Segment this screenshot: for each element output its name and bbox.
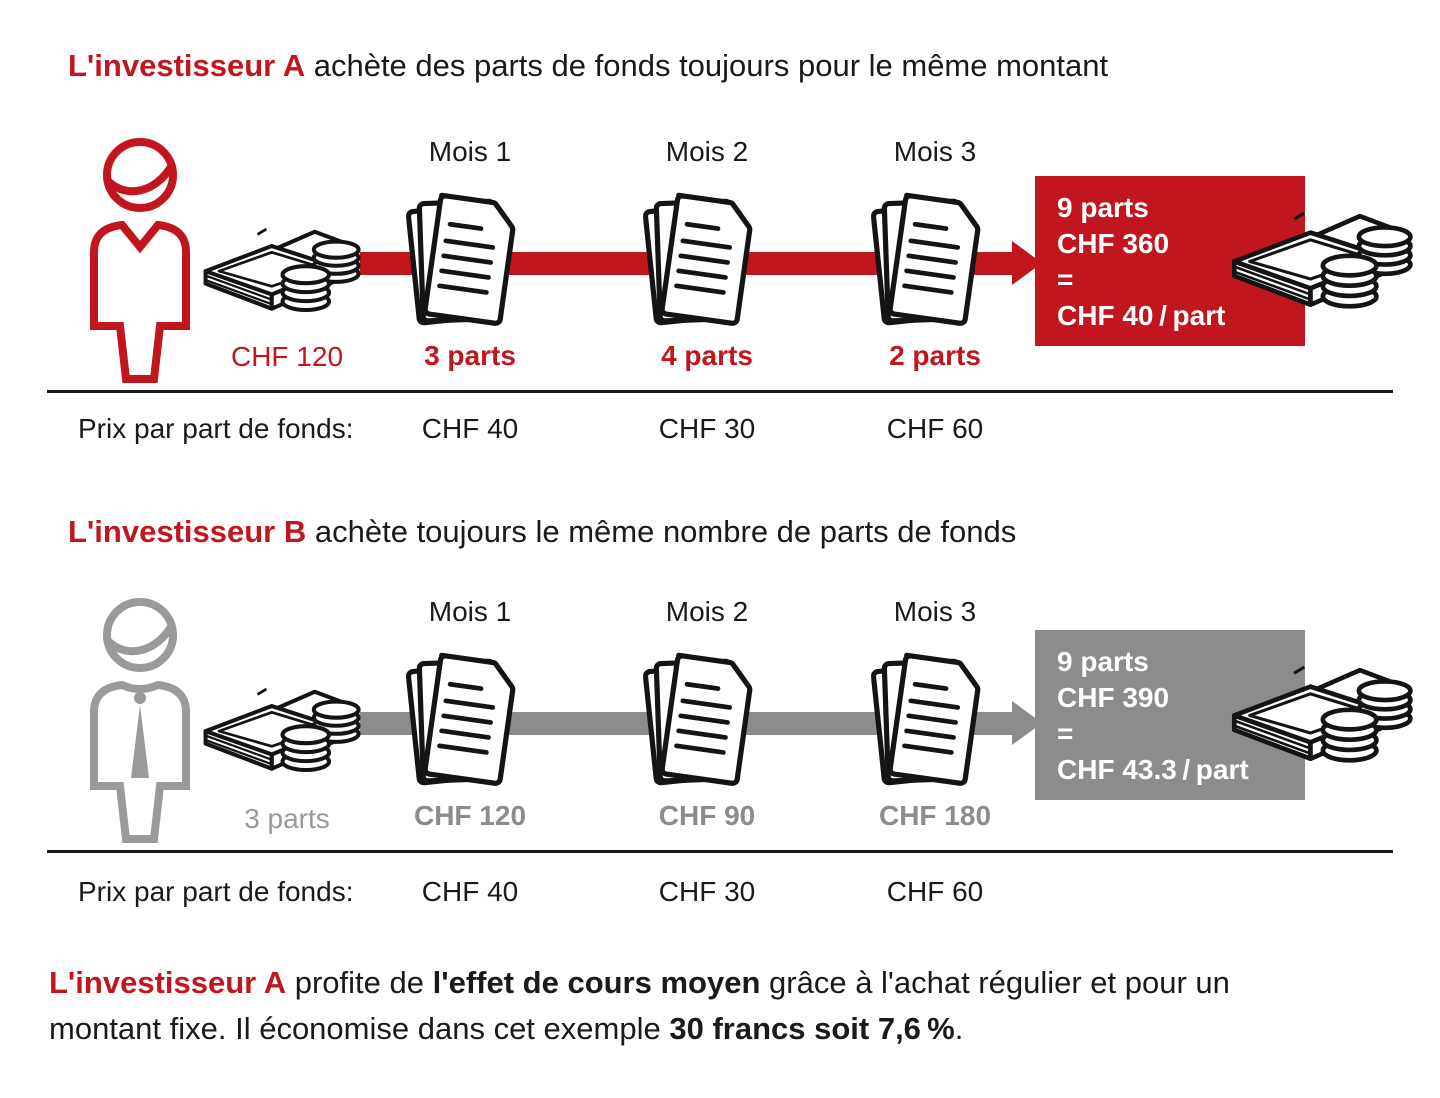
fund-documents-icon	[403, 652, 537, 794]
footer-segment: montant fixe. Il économise dans cet exemple	[49, 1011, 661, 1046]
price-value: CHF 60	[886, 876, 984, 907]
month-label: Mois 2	[665, 136, 749, 167]
tie-knot	[134, 692, 146, 704]
section-a-title-rest: achète des parts de fonds toujours pour le même montant	[313, 48, 1109, 83]
summary-line: 9 parts	[1057, 646, 1149, 677]
cash-result-icon	[1230, 211, 1426, 314]
price-row-label: Prix par part de fonds:	[78, 413, 354, 444]
section-a-title-highlight: L'investisseur A	[68, 48, 306, 83]
price-row-label: Prix par part de fonds:	[78, 876, 354, 907]
summary-line: 9 parts	[1057, 192, 1149, 223]
investment-amount-label: 3 parts	[244, 803, 330, 834]
tie-icon	[131, 705, 149, 778]
month-result-label: CHF 120	[413, 800, 527, 831]
section-b-title-highlight: L'investisseur B	[68, 514, 307, 549]
summary-line: =	[1057, 264, 1074, 295]
footer-segment: profite de	[294, 965, 424, 1000]
footer-segment: .	[954, 1011, 964, 1046]
section-divider	[47, 850, 1393, 853]
price-value: CHF 30	[658, 413, 756, 444]
summary-line: CHF 40 / part	[1057, 300, 1226, 331]
price-value: CHF 30	[658, 876, 756, 907]
summary-line: CHF 360	[1057, 228, 1170, 259]
fund-documents-icon	[640, 192, 774, 334]
price-value: CHF 40	[421, 876, 519, 907]
footer-line-1	[49, 960, 1389, 1006]
month-label: Mois 2	[665, 596, 749, 627]
fund-documents-icon	[868, 192, 1002, 334]
month-result-label: CHF 90	[658, 800, 756, 831]
investment-amount-label: CHF 120	[230, 341, 344, 372]
month-result-label: 3 parts	[424, 340, 516, 371]
section-divider	[47, 390, 1393, 393]
month-label: Mois 1	[428, 136, 512, 167]
summary-line: CHF 390	[1057, 682, 1170, 713]
month-result-label: 2 parts	[889, 340, 981, 371]
fund-documents-icon	[640, 652, 774, 794]
month-label: Mois 1	[428, 596, 512, 627]
fund-documents-icon	[403, 192, 537, 334]
footer-line-2	[49, 1006, 1389, 1052]
price-value: CHF 40	[421, 413, 519, 444]
section-b-title-rest: achète toujours le même nombre de parts de fonds	[314, 514, 1017, 549]
cash-icon	[202, 227, 372, 317]
cash-result-icon	[1230, 665, 1426, 768]
footer-text	[49, 960, 1389, 1052]
month-result-label: CHF 180	[878, 800, 992, 831]
summary-line: CHF 43.3 / part	[1057, 754, 1249, 785]
investor-b-person-icon	[85, 594, 195, 846]
footer-segment: grâce à l'achat régulier et pour un	[769, 965, 1230, 1000]
section-a-title	[68, 48, 1108, 84]
month-result-label: 4 parts	[661, 340, 753, 371]
price-value: CHF 60	[886, 413, 984, 444]
footer-bold-segment: 30 francs soit 7,6 %	[669, 1011, 955, 1046]
month-label: Mois 3	[893, 596, 977, 627]
footer-investor-highlight: L'investisseur A	[49, 965, 287, 1000]
fund-documents-icon	[868, 652, 1002, 794]
month-label: Mois 3	[893, 136, 977, 167]
cash-icon	[202, 687, 372, 777]
summary-line: =	[1057, 718, 1074, 749]
footer-bold-segment: l'effet de cours moyen	[432, 965, 761, 1000]
investor-a-person-icon	[85, 134, 195, 386]
section-b-title	[68, 514, 1016, 550]
